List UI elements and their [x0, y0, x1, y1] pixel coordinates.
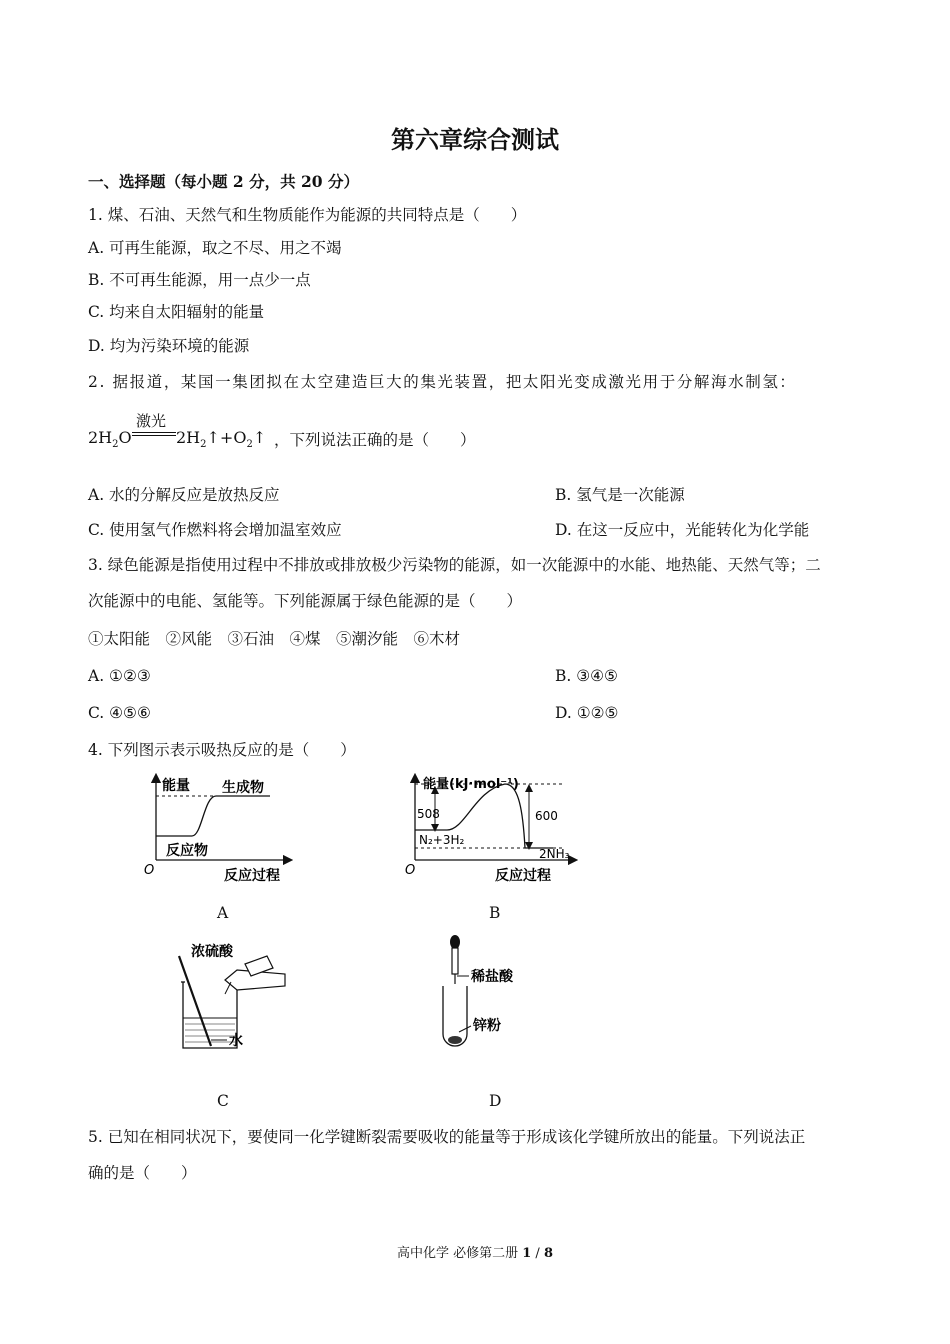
footer-total: 8 [543, 1246, 553, 1261]
figure-d-caption: D [489, 1092, 502, 1110]
eq-products: $2H_2↑+O_2↑$ [176, 428, 267, 451]
figure-a-energy-diagram [140, 772, 300, 887]
figc-water-label: 水 [229, 1033, 243, 1049]
q1-option-a: A. 可再生能源，取之不尽、用之不竭 [88, 239, 342, 257]
figb-origin: O [405, 863, 416, 878]
figb-product: 2NH₃ [539, 847, 570, 861]
section-heading: 一、选择题（每小题 2 分，共 20 分） [88, 172, 359, 191]
q2-option-b: B. 氢气是一次能源 [555, 486, 685, 504]
figure-b-energy-diagram [405, 772, 585, 887]
figa-origin: O [144, 863, 155, 878]
eq-tail: ，下列说法正确的是（ ） [274, 431, 476, 449]
q3-items: ①太阳能 ②风能 ③石油 ④煤 ⑤潮汐能 ⑥木材 [88, 630, 461, 648]
figa-x-label: 反应过程 [224, 868, 280, 884]
figb-reactant: N₂+3H₂ [419, 833, 465, 847]
figure-d-test-tube [435, 932, 535, 1057]
figb-value-left: 508 [417, 807, 440, 821]
footer-text: 高中化学 必修第二册 [396, 1246, 523, 1261]
q4-stem: 4. 下列图示表示吸热反应的是（ ） [88, 741, 356, 759]
q1-option-c: C. 均来自太阳辐射的能量 [88, 303, 265, 321]
figure-c-caption: C [217, 1092, 229, 1110]
figure-c-beaker [175, 938, 305, 1053]
q3-stem-line1: 3. 绿色能源是指使用过程中不排放或排放极少污染物的能源，如一次能源中的水能、地热能、天然气等；二 [88, 556, 821, 574]
q2-equation [88, 410, 588, 454]
q1-option-d: D. 均为污染环境的能源 [88, 337, 250, 355]
figure-a-caption: A [217, 904, 229, 922]
figd-zinc-label: 锌粉 [473, 1018, 501, 1034]
q3-option-b: B. ③④⑤ [555, 667, 618, 685]
page-footer [0, 1245, 950, 1263]
q3-option-c: C. ④⑤⑥ [88, 704, 151, 722]
q2-option-a: A. 水的分解反应是放热反应 [88, 486, 280, 504]
footer-sep: / [531, 1246, 544, 1261]
q2-option-d: D. 在这一反应中，光能转化为化学能 [555, 521, 810, 539]
q1-stem: 1. 煤、石油、天然气和生物质能作为能源的共同特点是（ ） [88, 206, 527, 224]
figd-acid-label: 稀盐酸 [471, 969, 513, 985]
figc-acid-label: 浓硫酸 [191, 944, 233, 960]
q1-option-b: B. 不可再生能源，用一点少一点 [88, 271, 311, 289]
q2-option-c: C. 使用氢气作燃料将会增加温室效应 [88, 521, 342, 539]
q2-stem: 2. 据报道，某国一集团拟在太空建造巨大的集光装置，把太阳光变成激光用于分解海水制氢： [88, 373, 797, 391]
q5-stem-line2: 确的是（ ） [88, 1164, 197, 1182]
q3-option-d: D. ①②⑤ [555, 704, 619, 722]
q3-option-a: A. ①②③ [88, 667, 151, 685]
eq-reactant: $2H_2O$ [88, 428, 132, 451]
figa-y-label: 能量 [162, 778, 190, 794]
figure-b-caption: B [489, 904, 501, 922]
figb-value-right: 600 [535, 809, 558, 823]
q3-stem-line2: 次能源中的电能、氢能等。下列能源属于绿色能源的是（ ） [88, 592, 523, 610]
q5-stem-line1: 5. 已知在相同状况下，要使同一化学键断裂需要吸收的能量等于形成该化学键所放出的能量。下列说法正 [88, 1128, 806, 1146]
eq-condition: 激光 [136, 412, 167, 430]
figb-y-label: 能量(kJ·mol⁻¹) [423, 777, 519, 792]
figa-reactant: 反应物 [166, 843, 208, 859]
figb-x-label: 反应过程 [495, 868, 551, 884]
page-title: 第六章综合测试 [391, 125, 559, 154]
figa-product: 生成物 [222, 780, 264, 796]
footer-page: 1 [522, 1246, 532, 1261]
